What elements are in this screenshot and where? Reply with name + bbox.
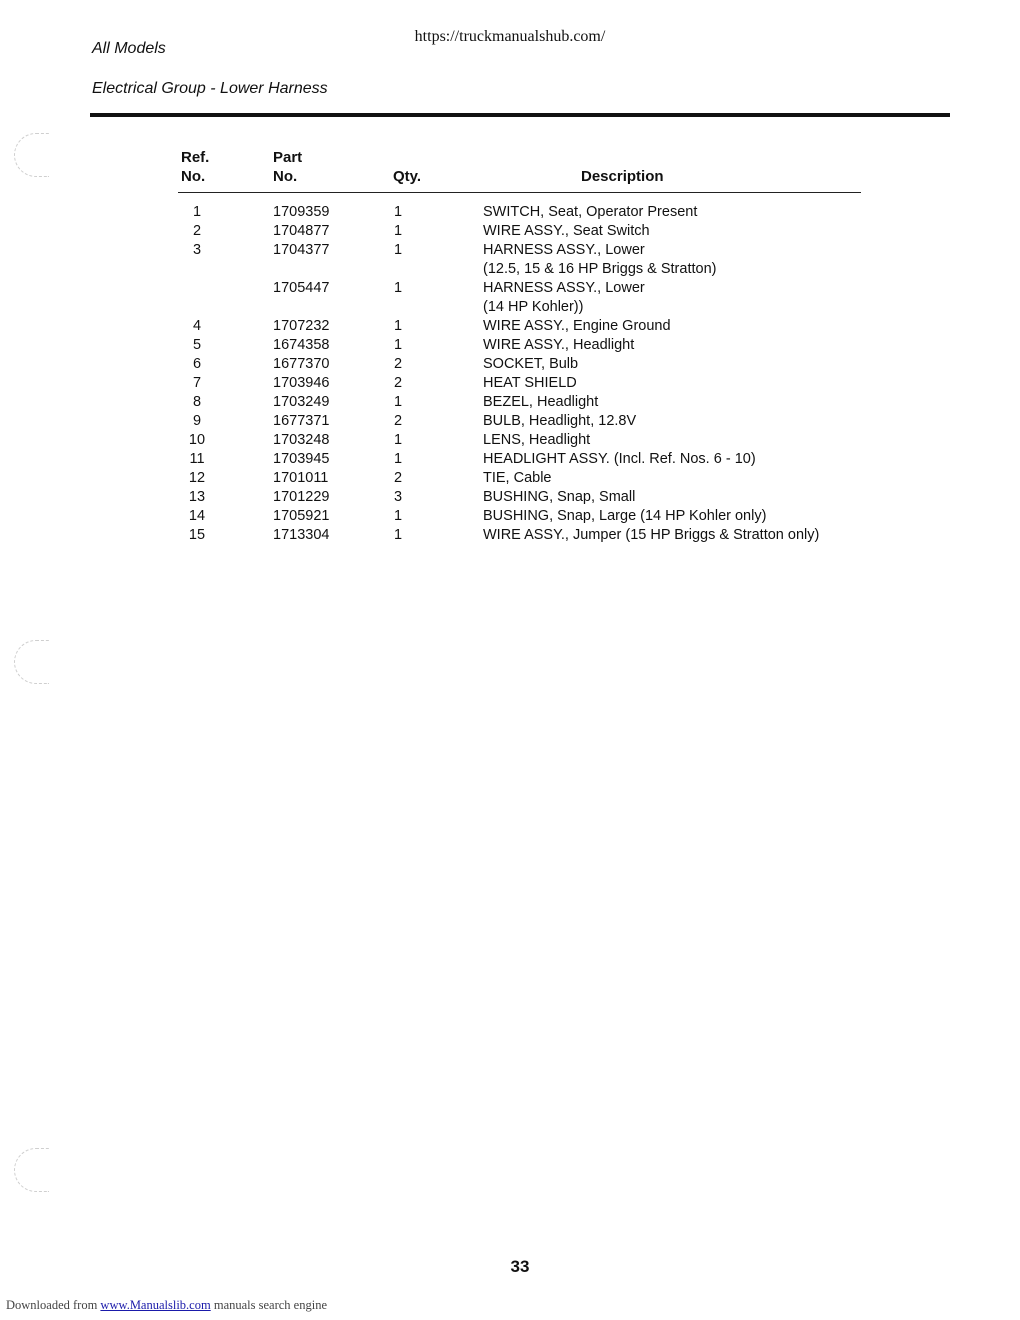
punch-hole-mark	[14, 133, 49, 177]
description-cell: WIRE ASSY., Jumper (15 HP Briggs & Stratton only)	[483, 527, 820, 543]
part-number-cell: 1703249	[273, 394, 330, 410]
ref-column-header: Ref. No.	[181, 149, 210, 185]
manualslib-link[interactable]: www.Manualslib.com	[100, 1298, 211, 1312]
part-number-cell: 1703946	[273, 375, 330, 391]
table-row	[0, 412, 1020, 431]
quantity-cell: 1	[393, 508, 403, 524]
page-number: 33	[510, 1257, 530, 1276]
description-cell: LENS, Headlight	[483, 432, 591, 448]
header-rule	[90, 113, 950, 117]
section-heading: Electrical Group - Lower Harness	[92, 80, 328, 97]
part-number-cell: 1713304	[273, 527, 330, 543]
quantity-cell: 1	[393, 527, 403, 543]
ref-cell: 8	[192, 394, 202, 410]
table-row	[0, 203, 1020, 222]
description-cell: WIRE ASSY., Engine Ground	[483, 318, 671, 334]
description-cell: HEADLIGHT ASSY. (Incl. Ref. Nos. 6 - 10)	[483, 451, 756, 467]
description-column-header: Description	[581, 168, 664, 185]
part-number-cell: 1704877	[273, 223, 330, 239]
quantity-cell: 2	[393, 413, 403, 429]
part-number-cell: 1677370	[273, 356, 330, 372]
description-cell: (12.5, 15 & 16 HP Briggs & Stratton)	[483, 261, 717, 277]
ref-cell: 7	[192, 375, 202, 391]
ref-cell: 2	[192, 223, 202, 239]
table-row	[0, 450, 1020, 469]
qty-column-header: Qty.	[393, 168, 422, 185]
models-heading: All Models	[92, 40, 166, 57]
description-cell: TIE, Cable	[483, 470, 552, 486]
table-row	[0, 374, 1020, 393]
quantity-cell: 1	[393, 204, 403, 220]
quantity-cell: 2	[393, 470, 403, 486]
description-cell: WIRE ASSY., Headlight	[483, 337, 635, 353]
description-cell: HARNESS ASSY., Lower	[483, 280, 645, 296]
parts-table	[0, 203, 1020, 545]
quantity-cell: 3	[393, 489, 403, 505]
table-row	[0, 507, 1020, 526]
part-number-cell: 1701229	[273, 489, 330, 505]
part-number-cell: 1709359	[273, 204, 330, 220]
description-cell: HARNESS ASSY., Lower	[483, 242, 645, 258]
ref-cell: 10	[188, 432, 206, 448]
description-cell: BUSHING, Snap, Large (14 HP Kohler only)	[483, 508, 767, 524]
footer-prefix: Downloaded from	[6, 1298, 98, 1312]
quantity-cell: 1	[393, 318, 403, 334]
ref-cell: 14	[188, 508, 206, 524]
source-url[interactable]: https://truckmanualshub.com/	[414, 28, 606, 45]
description-cell: SWITCH, Seat, Operator Present	[483, 204, 698, 220]
part-number-cell: 1705447	[273, 280, 330, 296]
table-row	[0, 222, 1020, 241]
table-row	[0, 260, 1020, 279]
table-row	[0, 431, 1020, 450]
part-number-cell: 1677371	[273, 413, 330, 429]
ref-cell: 4	[192, 318, 202, 334]
description-cell: BEZEL, Headlight	[483, 394, 599, 410]
part-column-header: Part No.	[273, 149, 303, 185]
table-row	[0, 317, 1020, 336]
punch-hole-mark	[14, 1148, 49, 1192]
ref-cell: 6	[192, 356, 202, 372]
table-row	[0, 526, 1020, 545]
part-number-cell: 1703945	[273, 451, 330, 467]
ref-cell: 11	[189, 451, 205, 467]
download-footer	[6, 1298, 327, 1313]
quantity-cell: 1	[393, 337, 403, 353]
table-row	[0, 355, 1020, 374]
part-number-cell: 1674358	[273, 337, 330, 353]
description-cell: WIRE ASSY., Seat Switch	[483, 223, 650, 239]
footer-suffix: manuals search engine	[213, 1298, 327, 1312]
quantity-cell: 1	[393, 432, 403, 448]
table-row	[0, 488, 1020, 507]
quantity-cell: 1	[393, 242, 403, 258]
quantity-cell: 1	[393, 451, 403, 467]
description-cell: BULB, Headlight, 12.8V	[483, 413, 637, 429]
ref-cell: 3	[192, 242, 202, 258]
table-row	[0, 393, 1020, 412]
ref-cell: 15	[188, 527, 206, 543]
ref-cell: 9	[192, 413, 202, 429]
quantity-cell: 1	[393, 223, 403, 239]
table-row	[0, 469, 1020, 488]
ref-cell: 13	[188, 489, 206, 505]
description-cell: BUSHING, Snap, Small	[483, 489, 636, 505]
punch-hole-mark	[14, 640, 49, 684]
part-number-cell: 1703248	[273, 432, 330, 448]
part-number-cell: 1701011	[273, 470, 329, 486]
quantity-cell: 2	[393, 356, 403, 372]
quantity-cell: 1	[393, 394, 403, 410]
table-row	[0, 279, 1020, 298]
part-number-cell: 1707232	[273, 318, 330, 334]
ref-cell: 12	[188, 470, 206, 486]
ref-cell: 1	[192, 204, 202, 220]
table-row	[0, 336, 1020, 355]
quantity-cell: 1	[393, 280, 403, 296]
description-cell: HEAT SHIELD	[483, 375, 577, 391]
table-header-rule	[178, 192, 861, 193]
part-number-cell: 1705921	[273, 508, 330, 524]
part-number-cell: 1704377	[273, 242, 330, 258]
ref-cell: 5	[192, 337, 202, 353]
quantity-cell: 2	[393, 375, 403, 391]
table-row	[0, 241, 1020, 260]
description-cell: SOCKET, Bulb	[483, 356, 579, 372]
description-cell: (14 HP Kohler))	[483, 299, 584, 315]
table-row	[0, 298, 1020, 317]
